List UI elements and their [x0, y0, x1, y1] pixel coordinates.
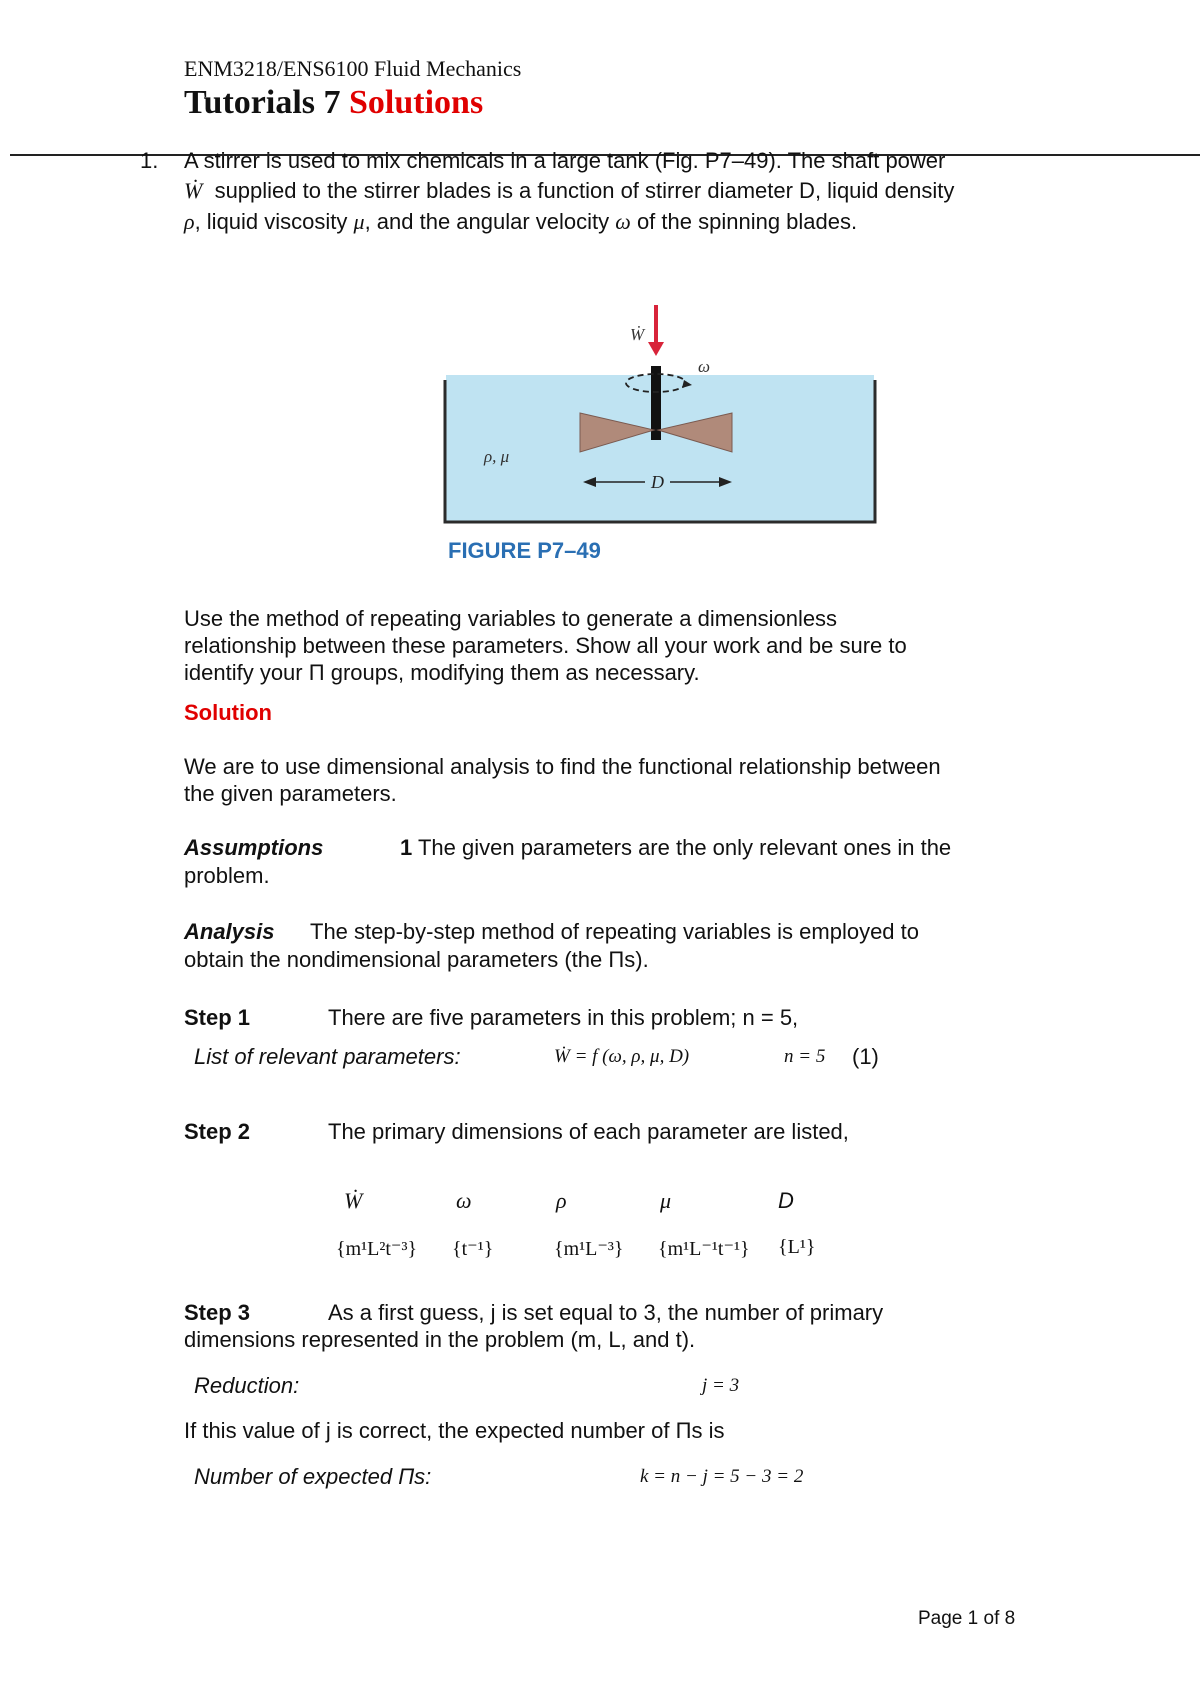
reduction-equation: j = 3 [702, 1375, 740, 1396]
rho-symbol: ρ [184, 209, 195, 234]
task-line-3: identify your Π groups, modifying them as necessary. [184, 660, 700, 685]
diameter-label: D [651, 472, 664, 492]
param-mu-symbol: μ [660, 1188, 672, 1213]
assumptions-label: Assumptions [184, 835, 324, 860]
param-omega-symbol: ω [456, 1188, 472, 1213]
step2-text: The primary dimensions of each parameter are listed, [328, 1119, 849, 1144]
problem-line-3-c: of the spinning blades. [630, 209, 858, 234]
power-symbol: Ẇ [184, 178, 203, 203]
task-line-2: relationship between these parameters. Show all your work and be sure to [184, 633, 907, 658]
problem-line-1: A stirrer is used to mix chemicals in a large tank (Fig. P7–49). The shaft power [184, 148, 946, 173]
power-arrowhead [648, 342, 664, 356]
omega-symbol: ω [615, 209, 631, 234]
page-number: Page 1 of 8 [918, 1608, 1016, 1629]
solution-intro-1: We are to use dimensional analysis to find the functional relationship between [184, 754, 941, 779]
assumption-number: 1 [400, 835, 413, 860]
figure-caption: FIGURE P7–49 [448, 538, 601, 563]
expected-label: Number of expected Πs: [194, 1464, 432, 1489]
problem-line-3 [184, 207, 857, 237]
power-label: Ẇ [630, 325, 645, 344]
problem-line-2 [184, 176, 954, 206]
solution-intro-2: the given parameters. [184, 781, 397, 806]
expected-equation: k = n − j = 5 − 3 = 2 [640, 1466, 804, 1487]
param-rho-dims: {m¹L⁻³} [554, 1238, 624, 1260]
param-omega-dims: {t⁻¹} [452, 1238, 494, 1260]
step1-label: Step 1 [184, 1005, 251, 1030]
step3-text: As a first guess, j is set equal to 3, the number of primary [328, 1300, 884, 1325]
course-title: ENM3218/ENS6100 Fluid Mechanics [184, 56, 522, 81]
param-power-symbol: Ẇ [344, 1188, 363, 1213]
problem-line-2-text: supplied to the stirrer blades is a function of stirrer diameter D, liquid density [214, 178, 955, 203]
problem-line-3-a: , liquid viscosity [194, 209, 354, 234]
problem-number: 1. [140, 148, 159, 173]
page-title [184, 84, 483, 122]
assumption-1-cont: problem. [184, 863, 270, 888]
step2-label: Step 2 [184, 1119, 251, 1144]
step1-list-label: List of relevant parameters: [194, 1044, 461, 1069]
assumption-1 [400, 833, 951, 863]
param-d-dims: {L¹} [778, 1236, 816, 1258]
equation-number: (1) [852, 1044, 879, 1069]
task-line-1: Use the method of repeating variables to generate a dimensionless [184, 606, 838, 631]
param-rho-symbol: ρ [556, 1188, 567, 1213]
param-power-dims: {m¹L²t⁻³} [336, 1238, 418, 1260]
title-solutions: Solutions [349, 84, 484, 121]
omega-label: ω [698, 357, 711, 376]
stirrer-shaft [651, 366, 661, 440]
step1-equation: Ẇ = f (ω, ρ, μ, D) [554, 1046, 690, 1067]
step3-text-2: dimensions represented in the problem (m, L, and t). [184, 1327, 696, 1352]
stirrer-tank-figure [440, 300, 880, 570]
analysis-label: Analysis [184, 919, 275, 944]
expected-text: If this value of j is correct, the expected number of Πs is [184, 1418, 725, 1443]
param-mu-dims: {m¹L⁻¹t⁻¹} [658, 1238, 750, 1260]
param-d-symbol: D [778, 1188, 794, 1213]
reduction-label: Reduction: [194, 1373, 300, 1398]
fluid-label: ρ, μ [484, 447, 510, 466]
analysis-text-2: obtain the nondimensional parameters (the Πs). [184, 947, 649, 972]
title-main: Tutorials 7 [184, 84, 341, 121]
assumption-text: The given parameters are the only relevant ones in the [412, 835, 952, 860]
analysis-text: The step-by-step method of repeating variables is employed to [310, 919, 919, 944]
solution-heading: Solution [184, 700, 272, 725]
problem-line-3-b: , and the angular velocity [364, 209, 616, 234]
step1-n-equation: n = 5 [784, 1046, 826, 1067]
step1-text: There are five parameters in this problem; n = 5, [328, 1005, 799, 1030]
mu-symbol: μ [353, 209, 365, 234]
step3-label: Step 3 [184, 1300, 251, 1325]
